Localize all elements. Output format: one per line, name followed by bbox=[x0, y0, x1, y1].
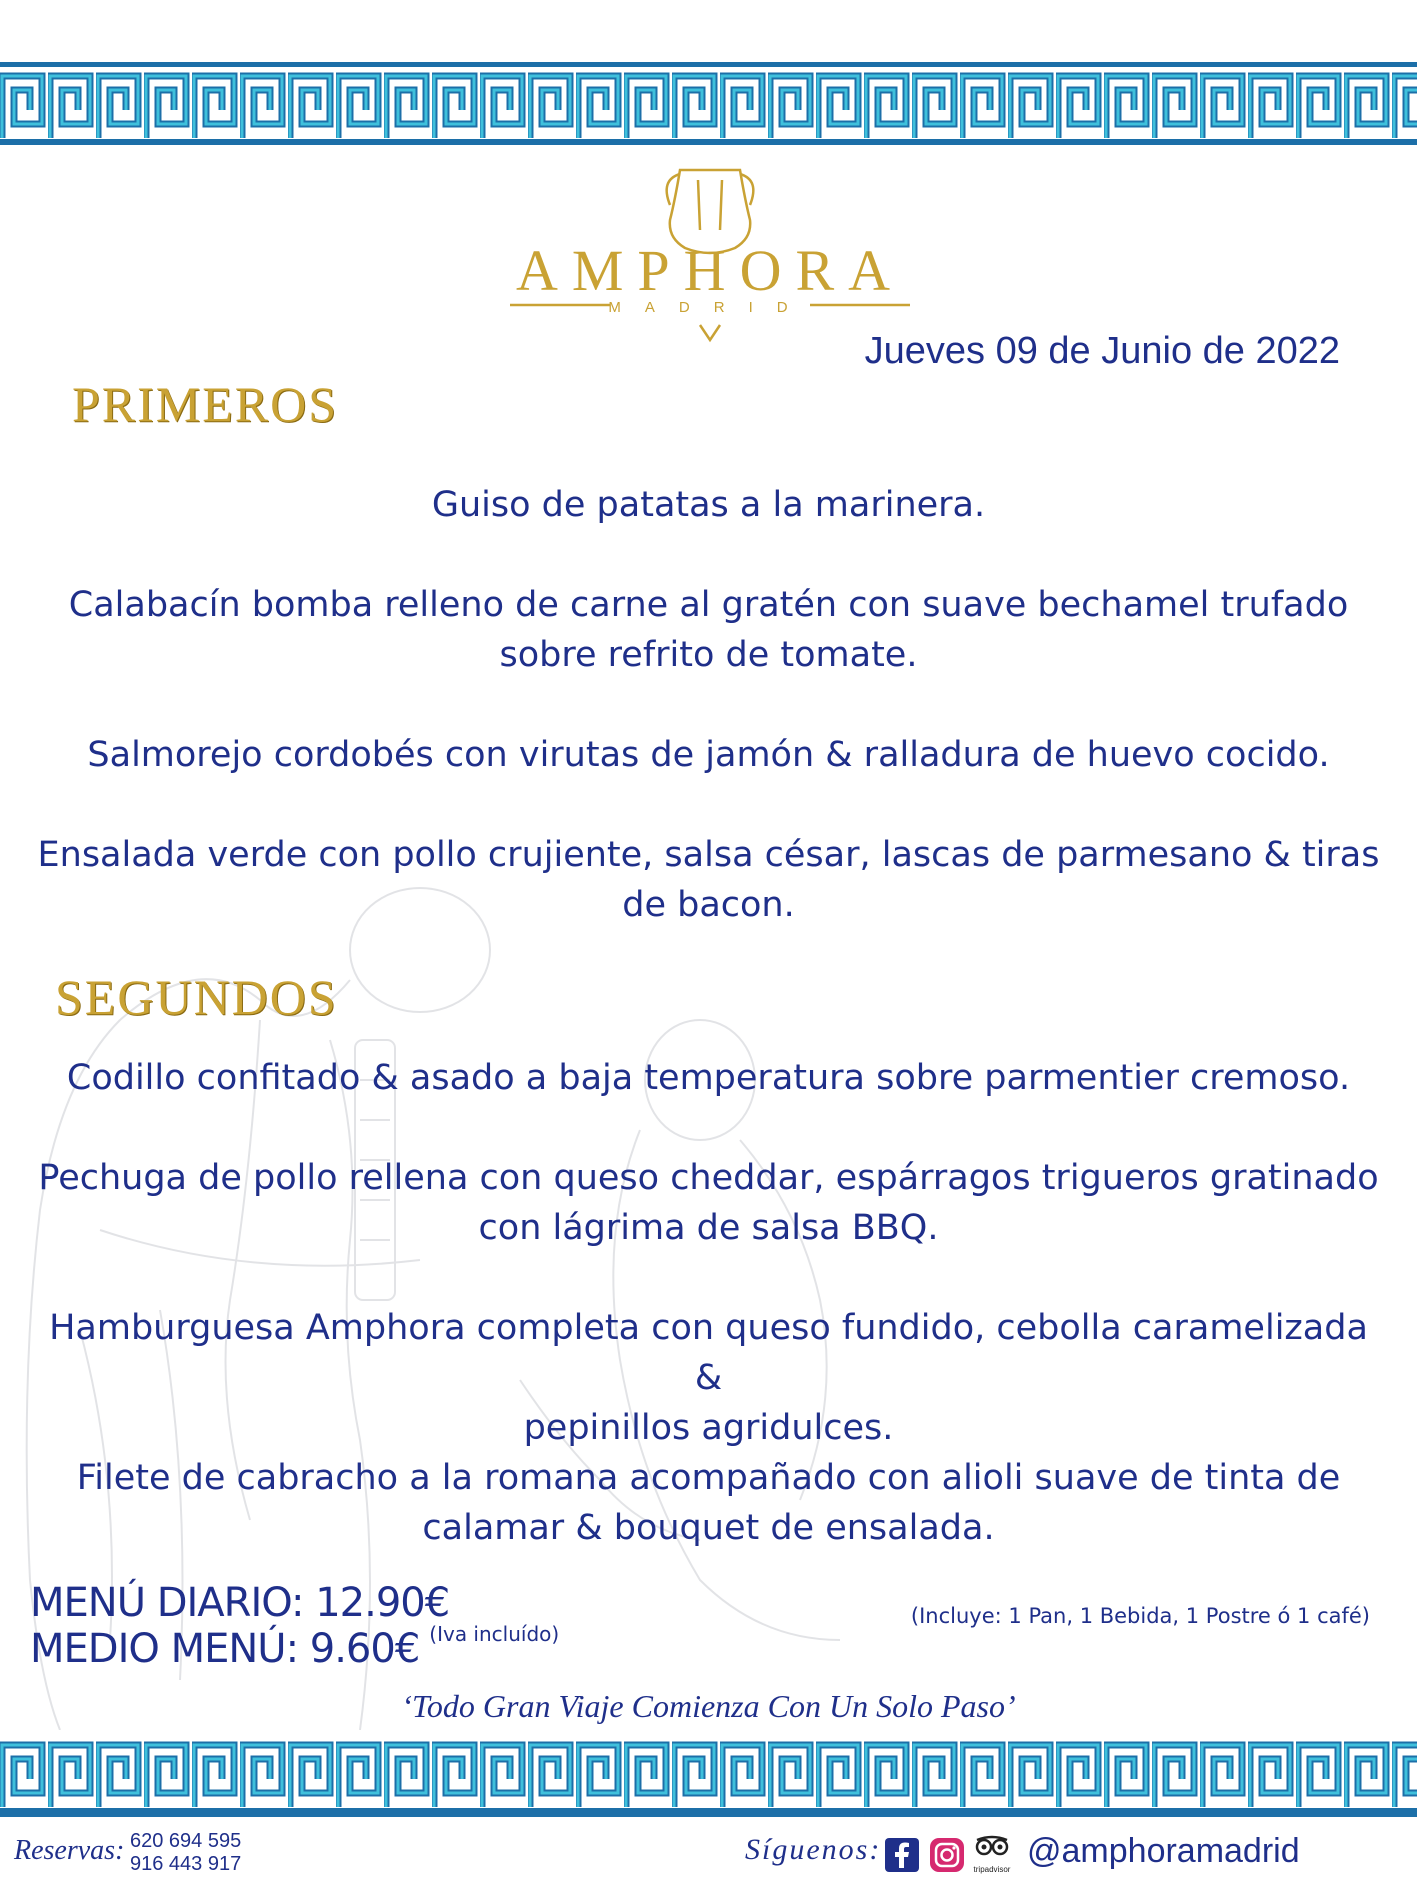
primero-dish-2 bbox=[30, 580, 1387, 680]
menu-includes-note: (Incluye: 1 Pan, 1 Bebida, 1 Postre ó 1 café) bbox=[910, 1604, 1370, 1628]
dish-line: calamar & bouquet de ensalada. bbox=[422, 1508, 995, 1548]
dish-line: Salmorejo cordobés con virutas de jamón & ralladura de huevo cocido. bbox=[87, 735, 1330, 775]
tripadvisor-icon[interactable] bbox=[972, 1834, 1012, 1876]
reservas-label: Reservas: bbox=[14, 1835, 125, 1866]
dish-line: Guiso de patatas a la marinera. bbox=[431, 485, 986, 525]
logo-city: MADRID bbox=[608, 299, 812, 316]
logo-wordmark: AMPHORA bbox=[515, 238, 905, 303]
segundo-dish-4 bbox=[30, 1453, 1387, 1553]
greek-key-border-bottom bbox=[0, 1731, 1417, 1817]
dish-line: pepinillos agridulces. bbox=[523, 1408, 894, 1448]
instagram-handle[interactable]: @amphoramadrid bbox=[1027, 1832, 1300, 1870]
menu-diario-price: MENÚ DIARIO: 12.90€ bbox=[30, 1580, 450, 1626]
motto: ‘Todo Gran Viaje Comienza Con Un Solo Paso’ bbox=[401, 1688, 1016, 1724]
dish-line: Hamburguesa Amphora completa con queso fundido, cebolla caramelizada & bbox=[49, 1308, 1368, 1398]
dish-line: Filete de cabracho a la romana acompañado con alioli suave de tinta de bbox=[76, 1458, 1341, 1498]
dish-line: Codillo confitado & asado a baja temperatura sobre parmentier cremoso. bbox=[66, 1058, 1351, 1098]
instagram-icon[interactable] bbox=[930, 1838, 964, 1872]
segundo-dish-1 bbox=[30, 1053, 1387, 1103]
primero-dish-1 bbox=[30, 480, 1387, 530]
facebook-icon[interactable] bbox=[885, 1838, 919, 1872]
phone-number[interactable]: 916 443 917 bbox=[130, 1853, 242, 1875]
tripadvisor-label: tripadvisor bbox=[973, 1865, 1011, 1874]
amphora-logo bbox=[500, 160, 920, 345]
phone-number[interactable]: 620 694 595 bbox=[130, 1830, 242, 1852]
iva-note: (Iva incluído) bbox=[429, 1622, 560, 1646]
primeros-heading: PRIMEROS bbox=[72, 376, 339, 432]
menu-date: Jueves 09 de Junio de 2022 bbox=[864, 330, 1340, 372]
dish-line: con lágrima de salsa BBQ. bbox=[478, 1208, 939, 1248]
siguenos-label: Síguenos: bbox=[745, 1833, 882, 1866]
segundos-heading: SEGUNDOS bbox=[55, 969, 338, 1025]
dish-line: de bacon. bbox=[622, 885, 795, 925]
segundo-dish-3 bbox=[30, 1303, 1387, 1453]
dish-line: Calabacín bomba relleno de carne al gratén con suave bechamel trufado bbox=[68, 585, 1349, 625]
primero-dish-4 bbox=[30, 830, 1387, 930]
dish-line: Ensalada verde con pollo crujiente, salsa césar, lascas de parmesano & tiras bbox=[37, 835, 1380, 875]
reservas-phones bbox=[130, 1830, 241, 1876]
greek-key-border-top bbox=[0, 62, 1417, 148]
dish-line: sobre refrito de tomate. bbox=[499, 635, 918, 675]
segundo-dish-2 bbox=[30, 1153, 1387, 1253]
primero-dish-3 bbox=[30, 730, 1387, 780]
dish-line: Pechuga de pollo rellena con queso cheddar, espárragos trigueros gratinado bbox=[38, 1158, 1379, 1198]
medio-menu-label: MEDIO MENÚ: 9.60€ bbox=[30, 1626, 420, 1672]
medio-menu-price bbox=[30, 1622, 560, 1672]
